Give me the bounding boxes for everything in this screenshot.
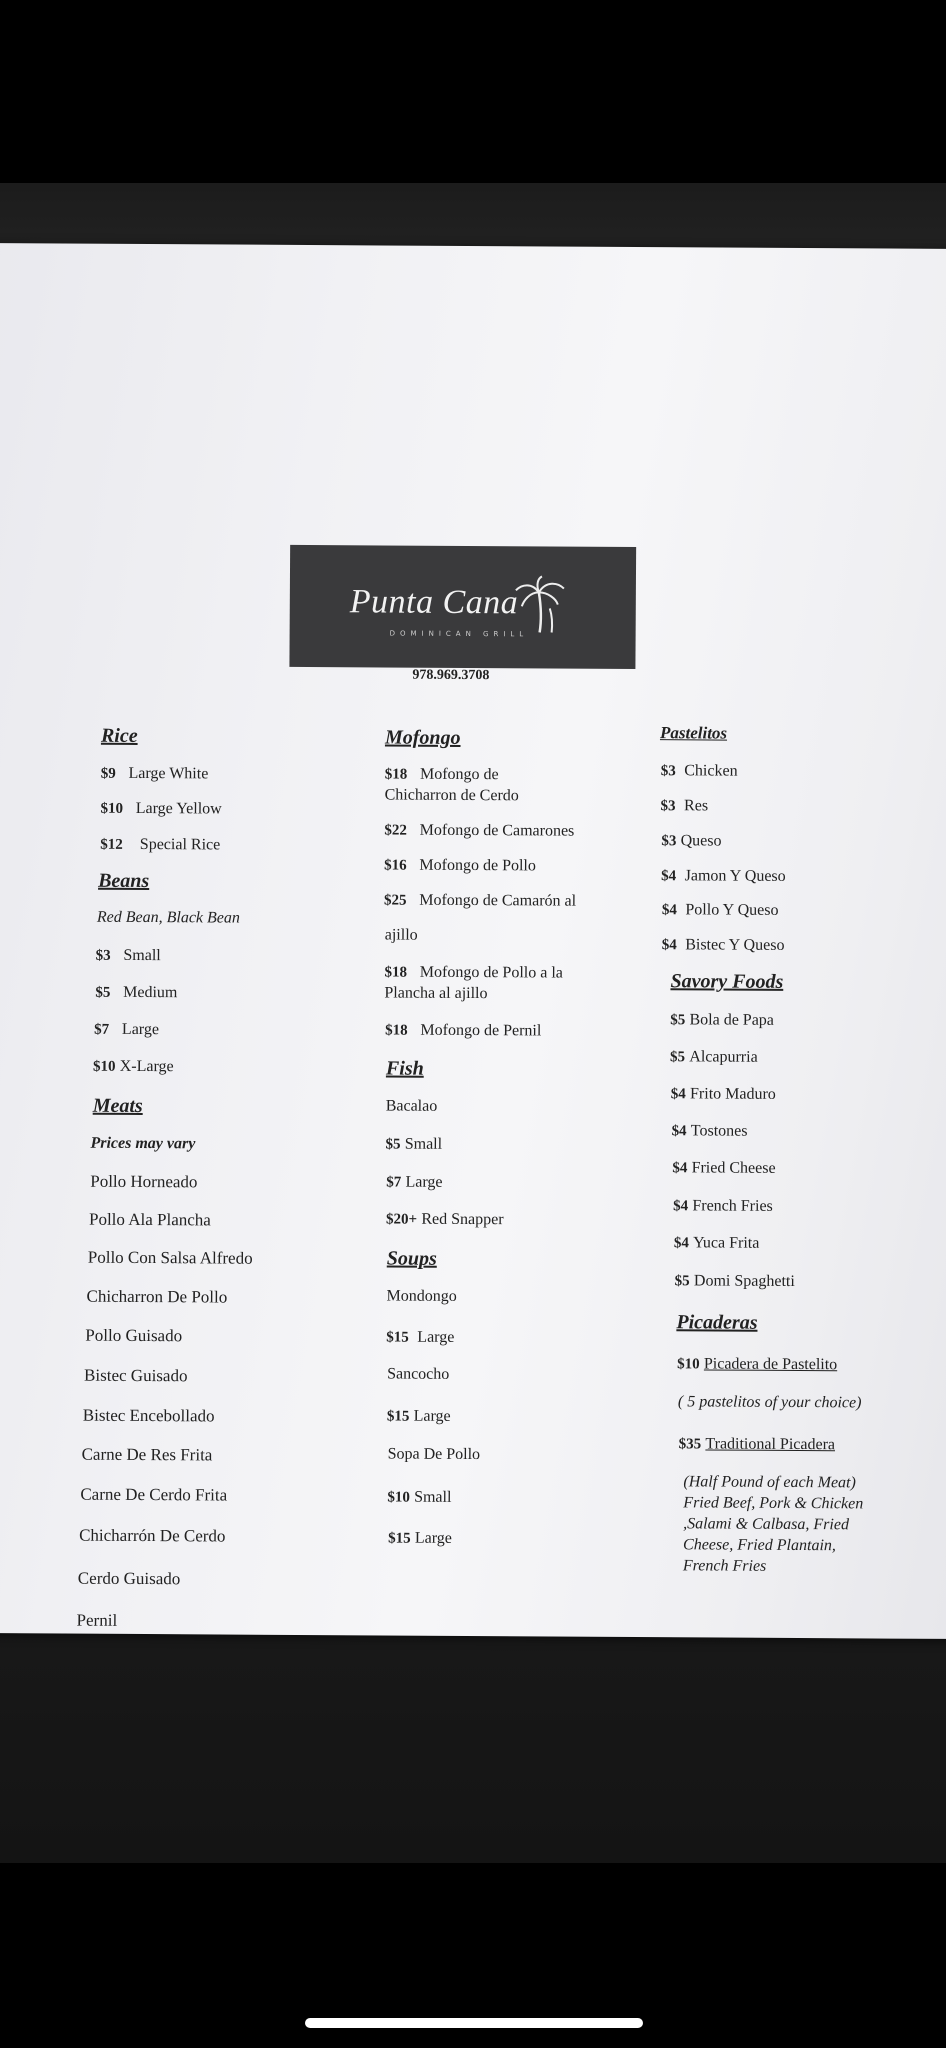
savory-item: $4 French Fries: [673, 1197, 773, 1215]
meat-item: Carne De Res Frita: [81, 1444, 213, 1465]
meats-heading: Meats: [92, 1094, 143, 1118]
mofongo-item: $16 Mofongo de Pollo: [384, 856, 536, 875]
logo-banner: [289, 545, 636, 669]
savory-item: $4 Tostones: [671, 1122, 748, 1140]
pastelito-item: $4 Bistec Y Queso: [661, 936, 785, 954]
menu-paper: [0, 243, 946, 1639]
soup-item: Sopa De Pollo: [387, 1445, 481, 1464]
rice-item: $9 Large White: [100, 764, 209, 783]
meat-item: Carne De Cerdo Frita: [80, 1484, 228, 1505]
logo-subtitle: DOMINICAN GRILL: [389, 629, 529, 639]
fish-item: Bacalao: [385, 1097, 438, 1115]
beans-item: $3 Small: [95, 946, 161, 965]
home-indicator[interactable]: [305, 2018, 643, 2028]
photo-background: [0, 183, 946, 1863]
mofongo-heading: Mofongo: [384, 726, 461, 749]
soup-item: Mondongo: [386, 1287, 457, 1305]
savory-item: $5 Alcapurria: [669, 1048, 758, 1066]
soup-item: $10 Small: [387, 1488, 452, 1506]
fish-item: $20+ Red Snapper: [385, 1210, 504, 1229]
soups-heading: Soups: [386, 1247, 437, 1270]
picadera-item: $10 Picadera de Pastelito: [677, 1355, 838, 1374]
picadera-detail: ,Salami & Calbasa, Fried: [683, 1515, 850, 1534]
mofongo-item: $25 Mofongo de Camarón al: [383, 891, 577, 910]
mofongo-item-continued: ajillo: [384, 926, 418, 944]
beans-heading: Beans: [98, 869, 150, 893]
rice-heading: Rice: [100, 724, 138, 747]
beans-item: $10 X-Large: [92, 1057, 174, 1076]
savory-item: $4 Fried Cheese: [672, 1159, 776, 1177]
meat-item: Bistec Encebollado: [82, 1405, 215, 1426]
meat-item: Bistec Guisado: [84, 1365, 188, 1386]
savory-heading: Savory Foods: [670, 970, 784, 993]
fish-item: $5 Small: [385, 1135, 443, 1153]
pastelitos-heading: Pastelitos: [659, 723, 728, 743]
pastelito-item: $4 Jamon Y Queso: [661, 867, 786, 885]
picadera-note: ( 5 pastelitos of your choice): [677, 1393, 862, 1412]
beans-item: $7 Large: [94, 1020, 160, 1039]
meat-item: Chicharrón De Cerdo: [79, 1525, 226, 1546]
rice-item: $12 Special Rice: [100, 835, 221, 854]
meat-item: Pernil: [76, 1610, 118, 1630]
savory-item: $5 Bola de Papa: [670, 1011, 774, 1029]
meat-item: Pollo Ala Plancha: [88, 1209, 211, 1230]
rice-item: $10 Large Yellow: [100, 799, 222, 818]
beans-note: Red Bean, Black Bean: [96, 908, 240, 927]
soup-item: $15 Large: [386, 1407, 451, 1425]
fish-item: $7 Large: [386, 1173, 443, 1191]
soup-item: $15 Large: [386, 1328, 455, 1346]
meat-item: Pollo Con Salsa Alfredo: [87, 1247, 253, 1268]
mofongo-item: $18 Mofongo de Pollo a la Plancha al ajillo: [384, 963, 563, 1003]
picadera-detail: Cheese, Fried Plantain,: [683, 1536, 836, 1555]
meat-item: Pollo Horneado: [90, 1171, 198, 1192]
soup-item: $15 Large: [388, 1529, 452, 1547]
meat-item: Chicharron De Pollo: [86, 1286, 228, 1307]
picadera-detail: Fried Beef, Pork & Chicken: [683, 1494, 864, 1513]
beans-item: $5 Medium: [95, 983, 178, 1002]
mofongo-item: $22 Mofongo de Camarones: [384, 821, 575, 840]
savory-item: $4 Yuca Frita: [673, 1234, 760, 1252]
picadera-item: $35 Traditional Picadera: [678, 1435, 836, 1454]
pastelito-item: $3 Queso: [661, 832, 722, 850]
pastelito-item: $3 Chicken: [660, 762, 738, 780]
palm-tree-icon: [512, 574, 568, 634]
picaderas-heading: Picaderas: [676, 1311, 758, 1334]
savory-item: $4 Frito Maduro: [670, 1085, 776, 1103]
savory-item: $5 Domi Spaghetti: [674, 1272, 795, 1290]
pastelito-item: $3 Res: [660, 797, 709, 815]
pastelito-item: $4 Pollo Y Queso: [661, 901, 779, 919]
phone-number: 978.969.3708: [412, 667, 490, 684]
picadera-detail: (Half Pound of each Meat): [683, 1473, 856, 1492]
meats-note: Prices may vary: [90, 1134, 196, 1153]
mofongo-item: $18 Mofongo de Pernil: [385, 1021, 542, 1040]
fish-heading: Fish: [385, 1057, 424, 1080]
picadera-detail: French Fries: [682, 1557, 767, 1575]
meat-item: Pollo Guisado: [85, 1325, 183, 1346]
meat-item: Cerdo Guisado: [77, 1568, 181, 1589]
mofongo-item: $18 Mofongo de Chicharron de Cerdo: [384, 765, 519, 805]
soup-item: Sancocho: [387, 1365, 450, 1383]
logo-text: Punta Cana: [349, 583, 519, 622]
